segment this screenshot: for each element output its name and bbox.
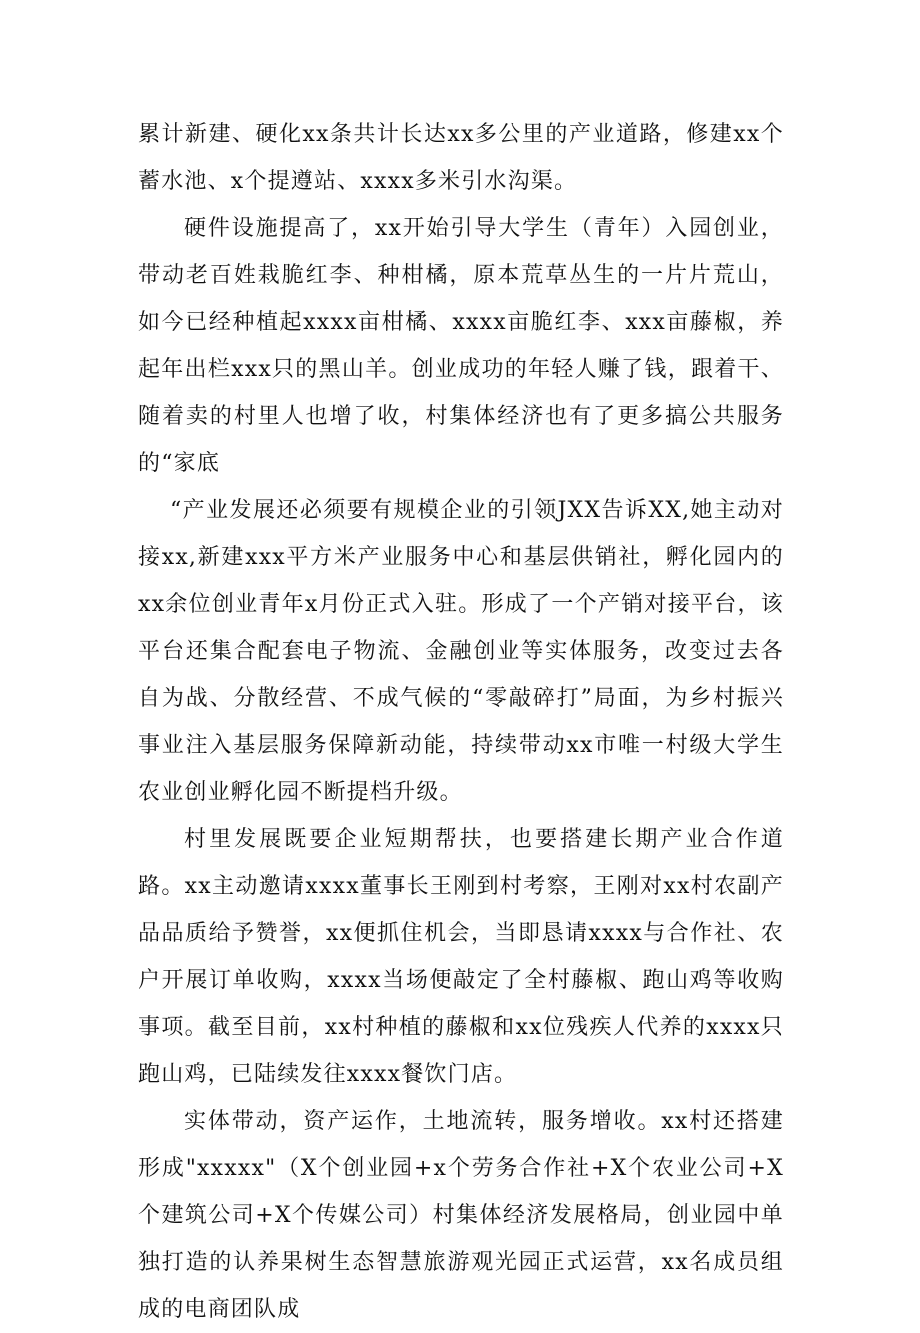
paragraph-1: 累计新建、硬化xx条共计长达xx多公里的产业道路，修建xx个蓄水池、x个提遵站、xxxx多米引水沟渠。	[138, 122, 784, 194]
paragraph-3: “产业发展还必须要有规模企业的引领JXX告诉XX,她主动对接xx,新建xxx平方米产业服务中心和基层供销社，孵化园内的xx余位创业青年x月份正式入驻。形成了一个产销对接平台，该平台还集合配套电子物流、金融创业等实体服务，改变过去各自为战、分散经营、不成气候的“零敲碎打”局面，为乡村振兴事业注入基层服务保障新动能，持续带动xx市唯一村级大学生农业创业孵化园不断提档升级。	[138, 498, 784, 805]
document-body	[138, 111, 784, 1333]
paragraph-5: 实体带动，资产运作，土地流转，服务增收。xx村还搭建形成"xxxxx"（X个创业园+x个劳务合作社+X个农业公司+X个建筑公司+X个传媒公司）村集体经济发展格局，创业园中单独打造的认养果树生态智慧旅游观光园正式运营，xx名成员组成的电商团队成	[138, 1109, 784, 1322]
paragraph-4: 村里发展既要企业短期帮扶，也要搭建长期产业合作道路。xx主动邀请xxxx董事长王刚到村考察，王刚对xx村农副产品品质给予赞誉，xx便抓住机会，当即恳请xxxx与合作社、农户开展订单收购，xxxx当场便敲定了全村藤椒、跑山鸡等收购事项。截至目前，xx村种植的藤椒和xx位残疾人代养的xxxx只跑山鸡，已陆续发往xxxx餐饮门店。	[138, 827, 784, 1087]
paragraph-2: 硬件设施提高了，xx开始引导大学生（青年）入园创业，带动老百姓栽脆红李、种柑橘，原本荒草丛生的一片片荒山，如今已经种植起xxxx亩柑橘、xxxx亩脆红李、xxx亩藤椒，养起年出栏xxx只的黑山羊。创业成功的年轻人赚了钱，跟着干、随着卖的村里人也增了收，村集体经济也有了更多搞公共服务的“家底	[138, 216, 784, 476]
